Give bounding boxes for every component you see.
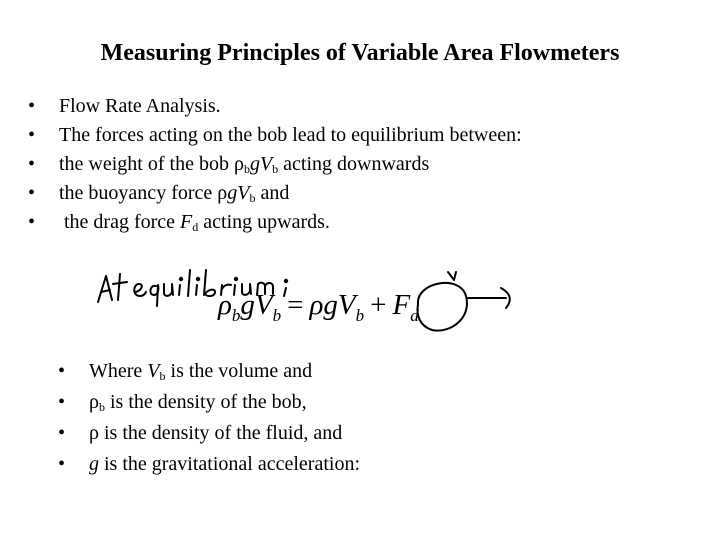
bullet-text: the drag force $F_d$ acting upwards. (64, 211, 330, 234)
bullet-dot: • (58, 360, 66, 382)
bullet-text: the buoyancy force ρgV$_b$ and (59, 182, 290, 205)
slide-title: Measuring Principles of Variable Area Flowmeters (100, 40, 620, 66)
equilibrium-equation: $\rho_bgV_b = \rho gV_b + F_d$ (218, 289, 419, 325)
bullet-dot: • (28, 153, 36, 175)
bullet-text: Where $V_b$ is the volume and (89, 360, 313, 383)
bullet-dot: • (58, 391, 66, 413)
bullet-text: The forces acting on the bob lead to equilibrium between: (59, 124, 522, 146)
bullet-dot: • (28, 182, 36, 204)
bullet-dot: • (28, 211, 36, 233)
bullet-text: Flow Rate Analysis. (59, 95, 221, 117)
bullet-dot: • (58, 422, 66, 444)
bullet-text: ρ is the density of the fluid, and (89, 422, 343, 444)
circle-annotation-icon (410, 268, 530, 348)
bullet-text: $\rho_b$ is the density of the bob, (89, 391, 307, 414)
bullet-dot: • (28, 124, 36, 146)
bullet-text: g is the gravitational acceleration: (89, 453, 360, 475)
bullet-dot: • (58, 453, 66, 475)
bullet-dot: • (28, 95, 36, 117)
bullet-text: the weight of the bob $\rho_bgV_b$ acting downwards (59, 153, 430, 176)
